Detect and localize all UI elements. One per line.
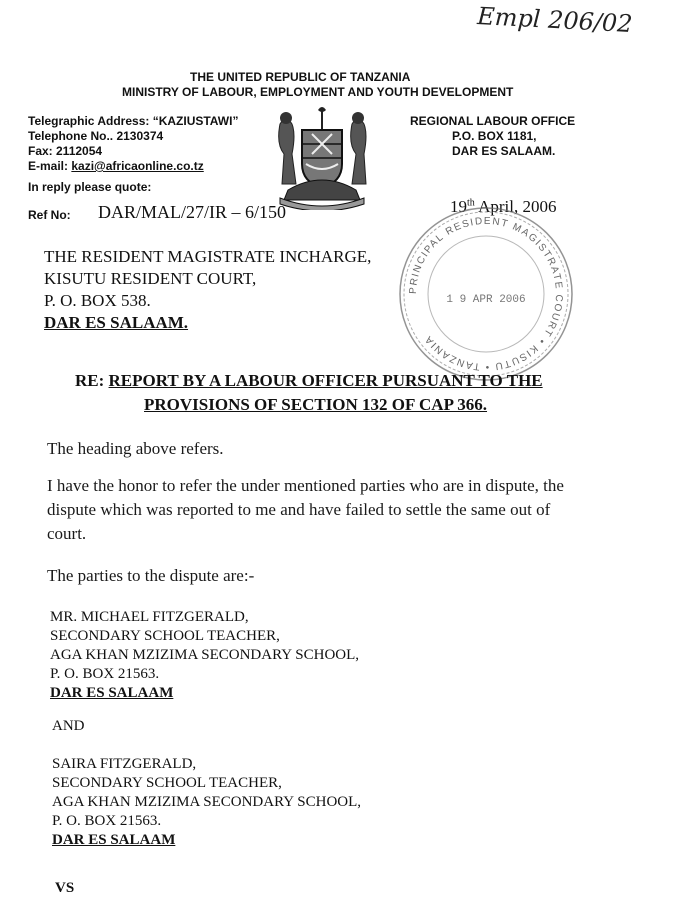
recipient-court: KISUTU RESIDENT COURT, bbox=[44, 269, 257, 288]
and-separator: AND bbox=[52, 718, 85, 734]
right-contact-block bbox=[410, 114, 575, 159]
court-received-stamp bbox=[397, 205, 575, 383]
recipient-title: THE RESIDENT MAGISTRATE INCHARGE, bbox=[44, 247, 372, 266]
paragraph-line: I have the honor to refer the under mentioned parties who are in dispute, the bbox=[47, 476, 564, 495]
date-suffix: th bbox=[467, 197, 475, 209]
stamp-received-date: 1 9 APR 2006 bbox=[446, 294, 526, 306]
stamp-ring-text: PRINCIPAL RESIDENT MAGISTRATE COURT • KISUTU • TANZANIA bbox=[407, 215, 565, 373]
party1-po-box: P. O. BOX 21563. bbox=[50, 666, 160, 682]
regional-office: REGIONAL LABOUR OFFICE bbox=[410, 114, 576, 128]
handwritten-file-note: Empl 206/02 bbox=[476, 2, 634, 39]
ref-number: DAR/MAL/27/IR – 6/150 bbox=[98, 202, 287, 222]
coat-of-arms-emblem bbox=[266, 104, 378, 210]
header-ministry: MINISTRY OF LABOUR, EMPLOYMENT AND YOUTH DEVELOPMENT bbox=[122, 85, 514, 99]
subject-title-line1: REPORT BY A LABOUR OFFICER PURSUANT TO THE bbox=[108, 371, 543, 390]
office-city: DAR ES SALAAM. bbox=[452, 144, 556, 158]
party1-school: AGA KHAN MZIZIMA SECONDARY SCHOOL, bbox=[50, 647, 360, 663]
versus-label: VS bbox=[55, 880, 75, 896]
party2-school: AGA KHAN MZIZIMA SECONDARY SCHOOL, bbox=[52, 794, 362, 810]
email-line bbox=[28, 159, 238, 174]
reply-quote-label: In reply please quote: bbox=[28, 180, 152, 194]
paragraph-line: court. bbox=[47, 524, 87, 543]
party2-po-box: P. O. BOX 21563. bbox=[52, 813, 162, 829]
opening-sentence: The heading above refers. bbox=[47, 439, 224, 458]
date-rest: April, 2006 bbox=[474, 197, 557, 216]
recipient-city: DAR ES SALAAM. bbox=[44, 313, 189, 332]
email-label: E-mail: bbox=[28, 159, 69, 173]
telegraphic-address: Telegraphic Address: “KAZIUSTAWI” bbox=[28, 114, 239, 128]
office-po-box: P.O. BOX 1181, bbox=[452, 129, 537, 143]
date-day: 19 bbox=[450, 197, 467, 216]
party2-name: SAIRA FITZGERALD, bbox=[52, 756, 197, 772]
party1-city: DAR ES SALAAM bbox=[50, 685, 174, 701]
paragraph-line: dispute which was reported to me and have failed to settle the same out of bbox=[47, 500, 551, 519]
recipient-address bbox=[44, 246, 371, 334]
header-republic: THE UNITED REPUBLIC OF TANZANIA bbox=[190, 70, 411, 84]
party1-block bbox=[50, 608, 359, 703]
party2-city: DAR ES SALAAM bbox=[52, 832, 176, 848]
telephone-number: Telephone No.. 2130374 bbox=[28, 129, 164, 143]
recipient-po-box: P. O. BOX 538. bbox=[44, 291, 151, 310]
left-contact-block bbox=[28, 114, 238, 174]
fax-number: Fax: 2112054 bbox=[28, 144, 103, 158]
party1-name: MR. MICHAEL FITZGERALD, bbox=[50, 609, 249, 625]
subject-prefix: RE: bbox=[75, 371, 105, 390]
subject-title-line2: PROVISIONS OF SECTION 132 OF CAP 366. bbox=[144, 395, 488, 414]
party1-role: SECONDARY SCHOOL TEACHER, bbox=[50, 628, 280, 644]
parties-intro: The parties to the dispute are:- bbox=[47, 566, 255, 585]
party2-role: SECONDARY SCHOOL TEACHER, bbox=[52, 775, 282, 791]
subject-line bbox=[75, 371, 543, 391]
party2-block bbox=[52, 755, 361, 850]
email-link[interactable]: kazi@africaonline.co.tz bbox=[71, 159, 204, 173]
ref-label: Ref No: bbox=[28, 208, 71, 222]
